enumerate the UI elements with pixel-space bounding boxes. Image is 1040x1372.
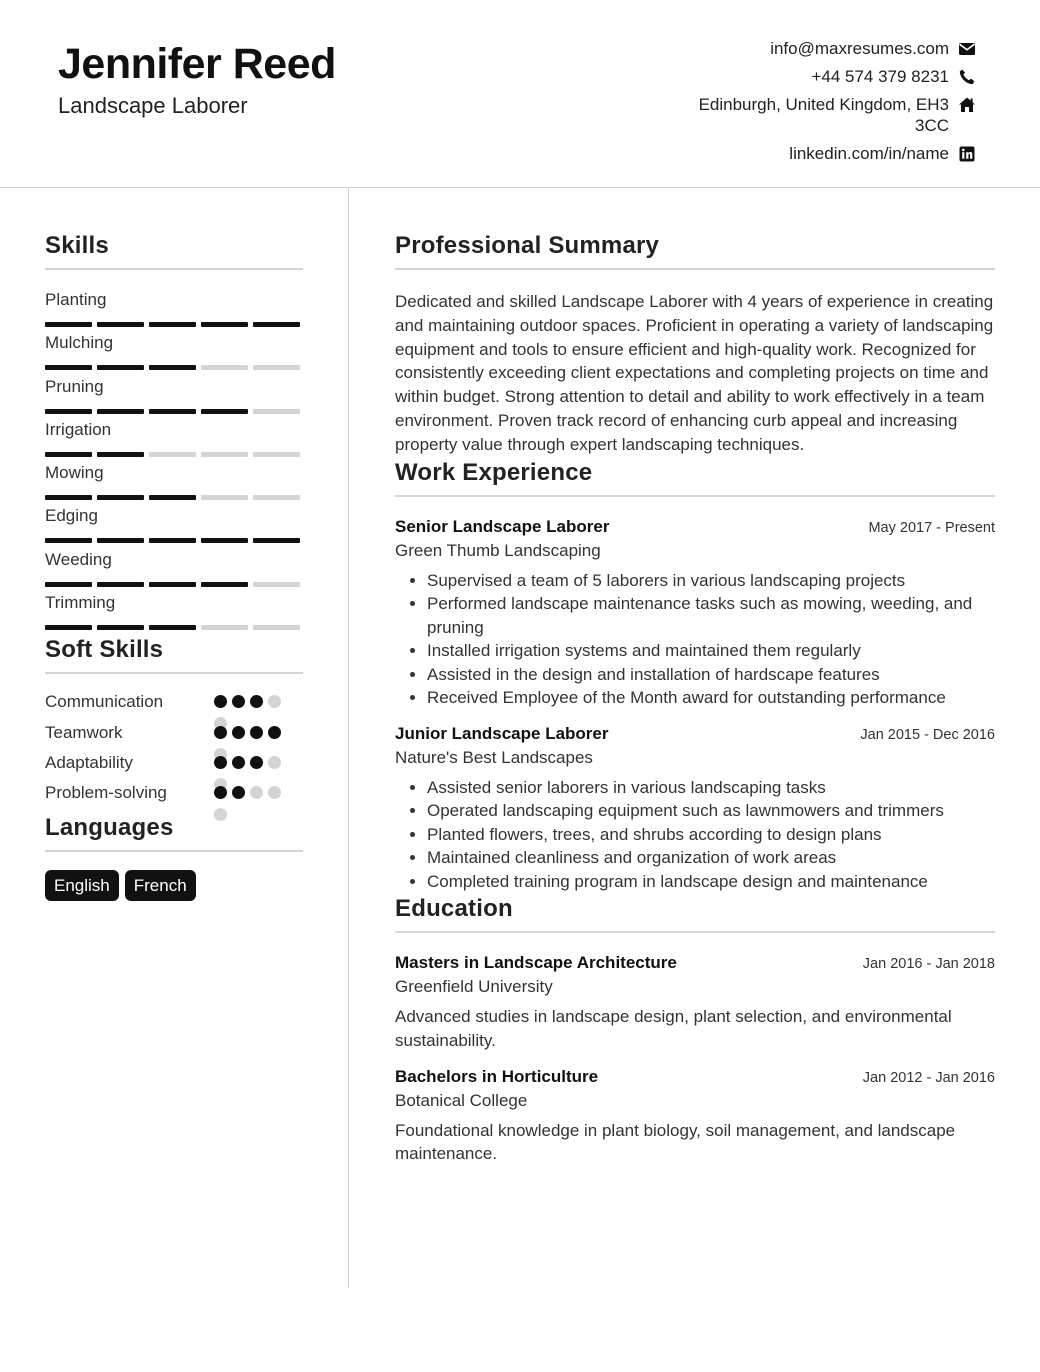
linkedin-icon <box>958 145 976 163</box>
skill-level-segment <box>201 582 248 587</box>
skill-level-segment <box>201 538 248 543</box>
skill-name: Mowing <box>45 463 104 483</box>
skill-level-segment <box>149 625 196 630</box>
job-title: Senior Landscape Laborer <box>395 516 610 536</box>
skill-level-segment <box>253 365 300 370</box>
skill-level-segment <box>201 495 248 500</box>
skill-level-bar <box>45 582 303 587</box>
skill-level-segment <box>253 322 300 327</box>
soft-skills-title: Soft Skills <box>45 636 303 674</box>
skill-name: Planting <box>45 290 107 309</box>
left-column <box>45 232 303 901</box>
contact-phone-text: +44 574 379 8231 <box>811 67 949 86</box>
skill-level-segment <box>253 538 300 543</box>
job-bullet: • Performed landscape maintenance tasks such as mowing, weeding, and pruning <box>427 592 995 639</box>
job-company: Green Thumb Landscaping <box>395 540 601 560</box>
skill-level-segment <box>97 582 144 587</box>
skill-level-segment <box>149 452 196 457</box>
skill-level-bar <box>45 538 303 543</box>
skill-level-segment <box>45 452 92 457</box>
candidate-role: Landscape Laborer <box>58 93 248 118</box>
skill-name: Irrigation <box>45 419 112 439</box>
job-bullet: • Supervised a team of 5 laborers in various landscaping projects <box>427 569 995 593</box>
job-bullet: • Assisted senior laborers in various landscaping tasks <box>427 776 995 800</box>
soft-skill-name: Teamwork <box>45 722 123 742</box>
rating-dot <box>250 726 263 739</box>
contact-address <box>656 94 976 136</box>
skill-level-segment <box>45 365 92 370</box>
skill-level-segment <box>149 365 196 370</box>
contact-email[interactable] <box>656 38 976 59</box>
right-column <box>395 232 995 1166</box>
soft-skill-name: Adaptability <box>45 752 133 772</box>
skill-item <box>45 506 303 549</box>
job-bullet: • Maintained cleanliness and organization of work areas <box>427 846 995 870</box>
contact-linkedin-text: linkedin.com/in/name <box>789 144 949 163</box>
skill-name: Trimming <box>45 593 116 613</box>
languages-section <box>45 814 303 901</box>
skill-level-segment <box>253 625 300 630</box>
skill-name: Pruning <box>45 376 104 396</box>
experience-title: Work Experience <box>395 459 995 497</box>
skill-level-segment <box>149 322 196 327</box>
skill-level-segment <box>45 538 92 543</box>
degree-title: Masters in Landscape Architecture <box>395 953 677 973</box>
rating-dot <box>232 695 245 708</box>
rating-dot <box>214 808 227 821</box>
skill-level-segment <box>149 495 196 500</box>
school-name: Botanical College <box>395 1090 528 1110</box>
skill-level-segment <box>97 495 144 500</box>
skill-item <box>45 593 303 636</box>
skill-item <box>45 290 303 333</box>
skills-list <box>45 290 303 636</box>
soft-skill-item <box>45 692 303 722</box>
skill-level-segment <box>201 365 248 370</box>
skill-level-segment <box>149 409 196 414</box>
job-bullets <box>395 776 995 894</box>
education-description: Advanced studies in landscape design, plant selection, and environmental sustainability. <box>395 1007 952 1050</box>
soft-skill-name: Communication <box>45 692 164 712</box>
contact-email-text: info@maxresumes.com <box>770 39 949 58</box>
skill-level-segment <box>253 409 300 414</box>
soft-skill-item <box>45 753 303 783</box>
education-header <box>395 1067 995 1087</box>
rating-dot <box>214 726 227 739</box>
job-date: May 2017 - Present <box>868 519 995 536</box>
education-header <box>395 953 995 973</box>
home-icon <box>958 96 976 114</box>
rating-dot <box>268 786 281 799</box>
skill-level-segment <box>201 452 248 457</box>
job-bullet: • Operated landscaping equipment such as lawnmowers and trimmers <box>427 799 995 823</box>
column-divider <box>348 188 349 1288</box>
rating-dot <box>268 726 281 739</box>
job-company: Nature's Best Landscapes <box>395 747 593 767</box>
resume-header <box>0 0 1040 188</box>
languages-list <box>45 870 303 901</box>
job-date: Jan 2015 - Dec 2016 <box>860 726 995 743</box>
job-header <box>395 517 995 537</box>
rating-dot <box>250 695 263 708</box>
job-entry <box>395 724 995 894</box>
skill-level-bar <box>45 625 303 630</box>
skill-level-bar <box>45 322 303 327</box>
envelope-icon <box>958 40 976 58</box>
education-description: Foundational knowledge in plant biology, soil management, and landscape maintenance. <box>395 1120 956 1164</box>
skill-level-segment <box>45 322 92 327</box>
skill-item <box>45 463 303 506</box>
skill-level-segment <box>97 625 144 630</box>
rating-dot <box>232 756 245 769</box>
soft-skill-item <box>45 783 303 813</box>
rating-dot <box>268 756 281 769</box>
job-bullet: • Installed irrigation systems and maintained them regularly <box>427 639 995 663</box>
job-header <box>395 724 995 744</box>
skill-level-segment <box>45 625 92 630</box>
skill-level-segment <box>201 625 248 630</box>
contact-list <box>656 38 976 171</box>
soft-skill-item <box>45 723 303 753</box>
skill-level-bar <box>45 409 303 414</box>
skill-level-segment <box>253 582 300 587</box>
skill-item <box>45 420 303 463</box>
education-date: Jan 2012 - Jan 2016 <box>862 1069 995 1086</box>
skill-level-segment <box>97 409 144 414</box>
job-title: Junior Landscape Laborer <box>395 723 609 743</box>
job-bullet: • Received Employee of the Month award for outstanding performance <box>427 686 995 710</box>
rating-dot <box>250 756 263 769</box>
candidate-name: Jennifer Reed <box>58 40 336 88</box>
skill-level-segment <box>97 322 144 327</box>
skill-level-segment <box>45 495 92 500</box>
degree-title: Bachelors in Horticulture <box>395 1066 599 1086</box>
skill-level-segment <box>97 452 144 457</box>
language-badge: English <box>45 870 119 901</box>
education-title: Education <box>395 895 995 933</box>
school-name: Greenfield University <box>395 977 553 997</box>
job-entry <box>395 517 995 710</box>
summary-text: Dedicated and skilled Landscape Laborer with 4 years of experience in creating and maintaining outdoor spaces. Proficient in operating a variety of landscaping equipment and tools to ensure efficient and high-quality work. Recognized for consistently exceeding client expectations and completing projects on time and within budget. Strong attention to detail and ability to work effectively in a team environment. Proven track record of enhancing curb appeal and increasing property value through expert landscaping techniques. <box>395 292 994 454</box>
phone-icon <box>958 68 976 86</box>
rating-dot <box>214 756 227 769</box>
skill-level-segment <box>253 452 300 457</box>
contact-phone[interactable] <box>656 66 976 87</box>
education-entry <box>395 953 995 1053</box>
skill-level-segment <box>97 365 144 370</box>
skill-level-segment <box>45 409 92 414</box>
skill-item <box>45 333 303 376</box>
rating-dot <box>232 726 245 739</box>
skill-item <box>45 550 303 593</box>
skill-item <box>45 377 303 420</box>
soft-skill-name: Problem-solving <box>45 783 167 803</box>
job-bullet: • Planted flowers, trees, and shrubs according to design plans <box>427 823 995 847</box>
rating-dot <box>250 786 263 799</box>
soft-skill-rating <box>214 786 286 821</box>
skill-level-segment <box>97 538 144 543</box>
skill-level-segment <box>45 582 92 587</box>
rating-dot <box>268 695 281 708</box>
education-date: Jan 2016 - Jan 2018 <box>862 956 995 973</box>
skill-level-bar <box>45 452 303 457</box>
skill-level-segment <box>149 582 196 587</box>
job-bullet: • Assisted in the design and installation of hardscape features <box>427 663 995 687</box>
skill-name: Weeding <box>45 549 112 569</box>
skill-level-bar <box>45 365 303 370</box>
skill-level-bar <box>45 495 303 500</box>
job-bullets <box>395 569 995 710</box>
skill-level-segment <box>201 322 248 327</box>
skills-title: Skills <box>45 232 303 270</box>
summary-title: Professional Summary <box>395 232 995 270</box>
language-badge: French <box>125 870 196 901</box>
rating-dot <box>232 786 245 799</box>
skill-level-segment <box>201 409 248 414</box>
soft-skills-section <box>45 636 303 813</box>
soft-skills-list <box>45 692 303 813</box>
job-bullet: • Completed training program in landscape design and maintenance <box>427 870 995 894</box>
contact-linkedin[interactable] <box>656 143 976 164</box>
skill-level-segment <box>253 495 300 500</box>
skill-name: Mulching <box>45 333 114 353</box>
languages-title: Languages <box>45 814 303 852</box>
skill-name: Edging <box>45 506 98 526</box>
rating-dot <box>214 786 227 799</box>
contact-address-text: Edinburgh, United Kingdom, EH3 3CC <box>698 95 949 135</box>
skill-level-segment <box>149 538 196 543</box>
education-entry <box>395 1067 995 1167</box>
rating-dot <box>214 695 227 708</box>
